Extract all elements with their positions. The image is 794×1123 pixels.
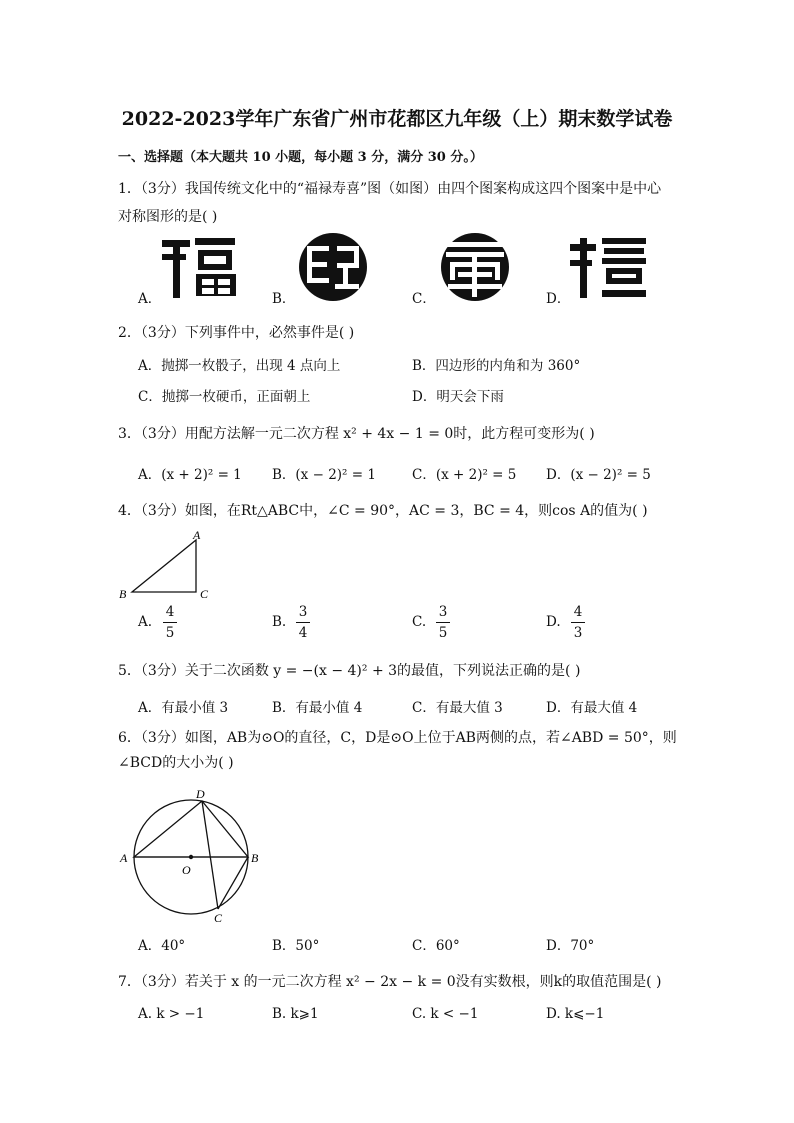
q4-option-b-letter: B.: [272, 614, 287, 630]
q4-option-a-letter: A.: [138, 614, 153, 630]
q5-option-b: B．有最小值 4: [272, 700, 363, 716]
page-title: 2022-2023学年广东省广州市花都区九年级（上）期末数学试卷: [121, 108, 673, 130]
q2-option-a: A．抛掷一枚骰子，出现 4 点向上: [138, 358, 341, 374]
q6-option-a: A．40°: [138, 938, 186, 954]
shou-character-image: [436, 232, 514, 302]
q2-stem: 2．（3分）下列事件中，必然事件是( ): [118, 325, 355, 341]
q7-stem: 7．（3分）若关于 x 的一元二次方程 x² − 2x − k = 0没有实数根，则k的取值范围是( ): [118, 974, 662, 990]
circle-figure: [116, 782, 272, 926]
right-triangle-figure: [116, 528, 216, 604]
circle-label-c: C: [214, 911, 223, 925]
fu-character-image: [160, 234, 242, 300]
q3-option-b: B．(x − 2)² = 1: [272, 467, 376, 483]
q2-option-b: B．四边形的内角和为 360°: [412, 358, 581, 374]
q3-option-d: D．(x − 2)² = 5: [546, 467, 651, 483]
xi-character-image: [568, 234, 650, 300]
q5-option-a: A．有最小值 3: [138, 700, 229, 716]
circle-label-b: B: [251, 851, 259, 865]
circle-label-d: D: [196, 787, 205, 801]
q7-option-a: A. k > −1: [138, 1006, 205, 1022]
q1-option-c-label: C．: [412, 291, 436, 307]
q1-option-a-label: A．: [138, 291, 162, 307]
q4-stem: 4．（3分）如图，在Rt△ABC中，∠C = 90°，AC = 3，BC = 4，则cos A的值为( ): [118, 503, 648, 519]
q4-option-a-fraction: 4 5: [163, 604, 177, 641]
q7-option-d: D. k⩽−1: [546, 1006, 605, 1022]
q5-option-d: D．有最大值 4: [546, 700, 638, 716]
q1-option-b-label: B．: [272, 291, 296, 307]
triangle-label-c: C: [200, 587, 209, 601]
circle-label-o: O: [182, 863, 191, 877]
q1-stem-line1: 1．（3分）我国传统文化中的“福禄寿喜”图（如图）由四个图案构成这四个图案中是中心: [118, 181, 662, 197]
q4-option-d-fraction: 4 3: [571, 604, 585, 641]
q3-option-a: A．(x + 2)² = 1: [138, 467, 242, 483]
q4-option-b-fraction: 3 4: [296, 604, 310, 641]
q2-option-c: C．抛掷一枚硬币，正面朝上: [138, 389, 311, 405]
section-heading: 一、选择题（本大题共 10 小题，每小题 3 分，满分 30 分。）: [118, 150, 483, 165]
q6-option-d: D．70°: [546, 938, 595, 954]
q5-stem: 5．（3分）关于二次函数 y = −(x − 4)² + 3的最值，下列说法正确的是( ): [118, 663, 581, 679]
q4-option-c-letter: C.: [412, 614, 427, 630]
q1-stem-line2: 对称图形的是( ): [118, 209, 218, 225]
q3-stem: 3．（3分）用配方法解一元二次方程 x² + 4x − 1 = 0时，此方程可变形为( ): [118, 426, 595, 442]
q7-option-b: B. k⩾1: [272, 1006, 319, 1022]
q3-option-c: C．(x + 2)² = 5: [412, 467, 517, 483]
q6-stem-line2: ∠BCD的大小为( ): [118, 755, 234, 771]
q5-option-c: C．有最大值 3: [412, 700, 503, 716]
circle-label-a: A: [120, 851, 128, 865]
triangle-label-a: A: [193, 528, 201, 542]
triangle-label-b: B: [119, 587, 127, 601]
lu-character-image: [295, 232, 371, 302]
q6-option-b: B．50°: [272, 938, 320, 954]
q4-option-c-fraction: 3 5: [436, 604, 450, 641]
q1-option-d-label: D．: [546, 291, 571, 307]
q6-option-c: C．60°: [412, 938, 460, 954]
q2-option-d: D．明天会下雨: [412, 389, 504, 405]
q6-stem-line1: 6．（3分）如图，AB为⊙O的直径，C，D是⊙O上位于AB两侧的点，若∠ABD = 50°，则: [118, 730, 677, 746]
q7-option-c: C. k < −1: [412, 1006, 479, 1022]
q4-option-d-letter: D.: [546, 614, 561, 630]
